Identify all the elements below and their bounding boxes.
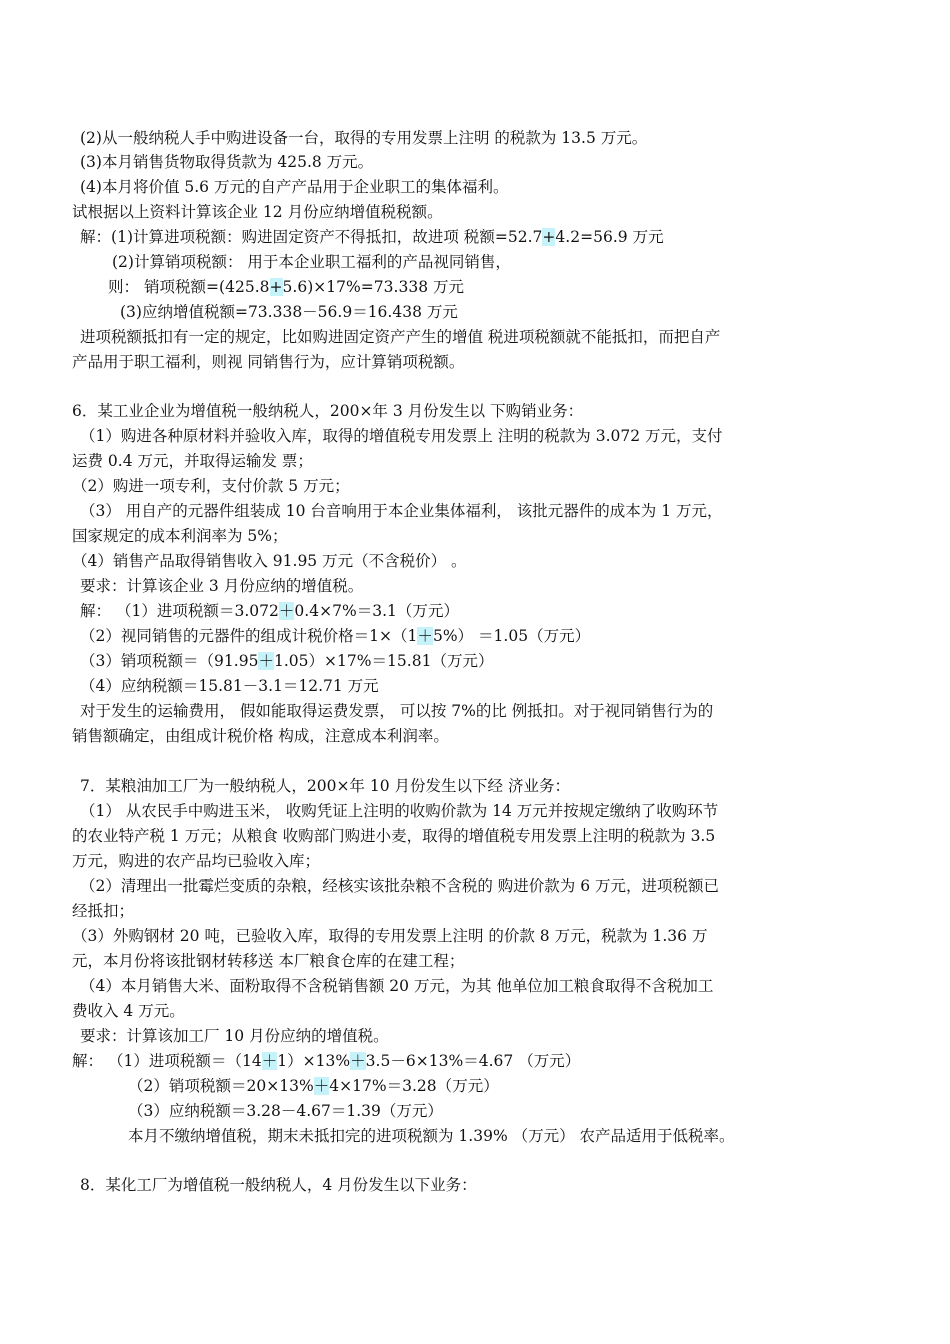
text-line: 解： （1）进项税额＝3.072＋0.4×7%＝3.1（万元） [80,602,459,620]
text-line: 7．某粮油加工厂为一般纳税人，200×年 10 月份发生以下经 济业务： [80,777,570,795]
plus-highlight: + [269,278,283,296]
text-line: （3） 用自产的元器件组装成 10 台音响用于本企业集体福利， 该批元器件的成本为 1 万元， [80,502,723,520]
text-line: （4）销售产品取得销售收入 91.95 万元（不含税价） 。 [72,552,467,570]
text-line: 进项税额抵扣有一定的规定，比如购进固定资产产生的增值 税进项税额就不能抵扣，而把自产 [80,328,721,346]
text-line: (4)本月将价值 5.6 万元的自产产品用于企业职工的集体福利。 [80,178,509,196]
text-line: (2)从一般纳税人手中购进设备一台，取得的专用发票上注明 的税款为 13.5 万元。 [80,129,648,147]
text-line: 8．某化工厂为增值税一般纳税人，4 月份发生以下业务： [80,1176,477,1194]
text-line: （1） 从农民手中购进玉米， 收购凭证上注明的收购价款为 14 万元并按规定缴纳了收购环节 [80,802,719,820]
text-line: 万元，购进的农产品均已验收入库； [72,852,321,870]
plus-highlight: ＋ [417,627,433,645]
text-line: (2)计算销项税额： 用于本企业职工福利的产品视同销售， [112,253,511,271]
text-line: 6．某工业企业为增值税一般纳税人，200×年 3 月份发生以 下购销业务： [72,402,584,420]
text-line: （2）购进一项专利，支付价款 5 万元； [72,477,350,495]
text-line: 运费 0.4 万元，并取得运输发 票； [72,452,313,470]
text-line: （4）应纳税额＝15.81－3.1＝12.71 万元 [80,677,379,695]
text-line: （2）视同销售的元器件的组成计税价格＝1×（1＋5%） ＝1.05（万元） [80,627,591,645]
text-line: （3）销项税额＝（91.95＋1.05）×17%＝15.81（万元） [80,652,494,670]
text-line: 国家规定的成本利润率为 5%； [72,527,288,545]
plus-highlight: + [542,228,556,246]
text-line: （2）销项税额＝20×13%＋4×17%＝3.28（万元） [128,1077,499,1095]
text-line: 解：(1)计算进项税额：购进固定资产不得抵扣，故进项 税额=52.7+4.2=56.9 万元 [80,228,664,246]
text-line: 元，本月份将该批钢材转移送 本厂粮食仓库的在建工程； [72,952,465,970]
text-line: 本月不缴纳增值税，期末未抵扣完的进项税额为 1.39% （万元） 农产品适用于低税率。 [128,1127,735,1145]
text-line: 解： （1）进项税额＝（14＋1）×13%＋3.5－6×13%＝4.67 （万元） [72,1052,581,1070]
text-line: 经抵扣； [72,902,135,920]
text-line: (3)应纳增值税额=73.338－56.9＝16.438 万元 [120,303,458,321]
text-line: 费收入 4 万元。 [72,1002,185,1020]
text-line: 对于发生的运输费用， 假如能取得运费发票， 可以按 7%的比 例抵扣。对于视同销售行为的 [80,702,714,720]
plus-highlight: ＋ [278,602,295,620]
text-line: 要求：计算该企业 3 月份应纳的增值税。 [80,577,364,595]
text-line: （4）本月销售大米、面粉取得不含税销售额 20 万元，为其 他单位加工粮食取得不含税加工 [80,977,714,995]
plus-highlight: ＋ [313,1077,330,1095]
text-line: 的农业特产税 1 万元；从粮食 收购部门购进小麦，取得的增值税专用发票上注明的税款为 3.5 [72,827,716,845]
text-line: （1）购进各种原材料并验收入库，取得的增值税专用发票上 注明的税款为 3.072 万元，支付 [80,427,723,445]
text-line: 则： 销项税额=(425.8+5.6)×17%=73.338 万元 [108,278,465,296]
plus-highlight: ＋ [258,652,274,670]
text-line: (3)本月销售货物取得货款为 425.8 万元。 [80,153,374,171]
text-line: （2）清理出一批霉烂变质的杂粮，经核实该批杂粮不含税的 购进价款为 6 万元，进项税额已 [80,877,720,895]
plus-highlight: ＋ [261,1052,278,1070]
text-line: （3）外购钢材 20 吨，已验收入库，取得的专用发票上注明 的价款 8 万元，税款为 1.36 万 [72,927,708,945]
text-line: （3）应纳税额＝3.28－4.67＝1.39（万元） [128,1102,443,1120]
text-line: 产品用于职工福利，则视 同销售行为，应计算销项税额。 [72,353,465,371]
text-line: 销售额确定，由组成计税价格 构成，注意成本利润率。 [72,727,449,745]
plus-highlight: ＋ [350,1052,366,1070]
text-line: 要求：计算该加工厂 10 月份应纳的增值税。 [80,1027,389,1045]
text-line: 试根据以上资料计算该企业 12 月份应纳增值税税额。 [72,203,443,221]
